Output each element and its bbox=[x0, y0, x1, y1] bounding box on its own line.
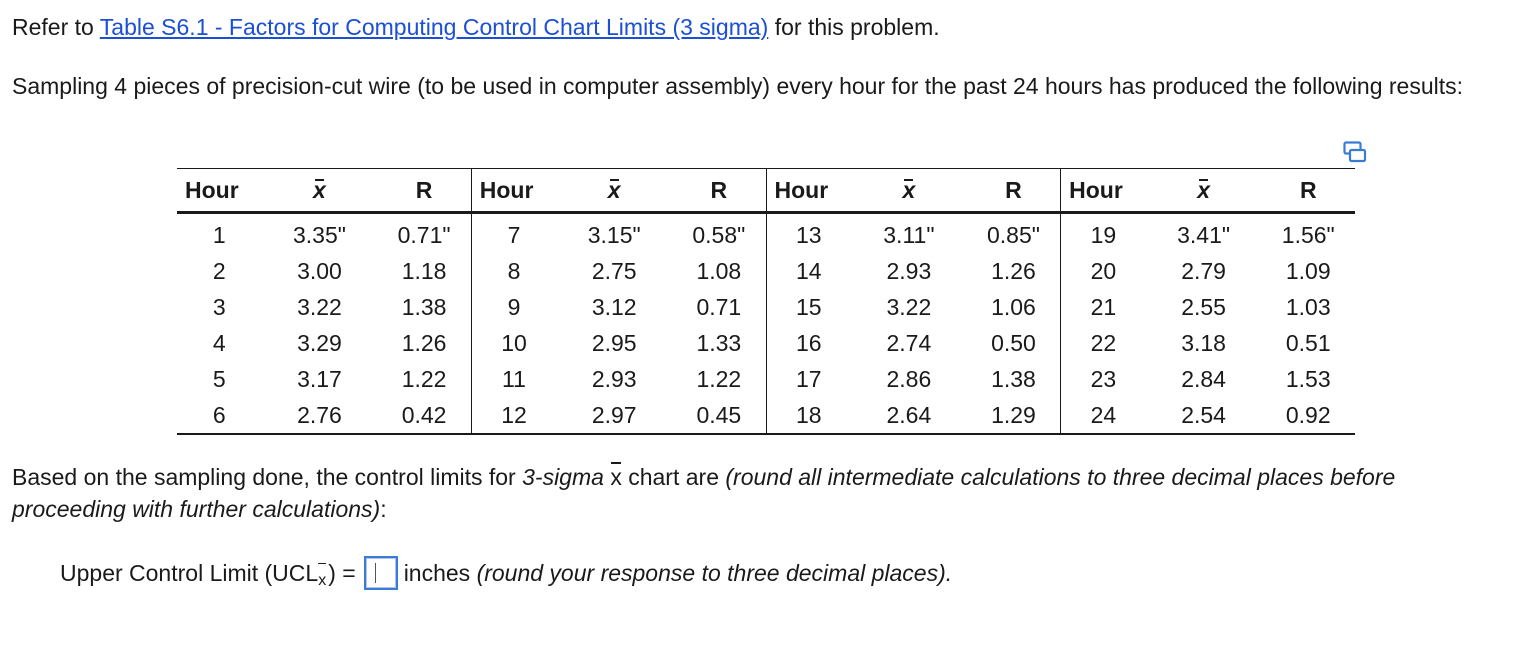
copy-icon[interactable] bbox=[1343, 141, 1367, 163]
header-xbar bbox=[851, 169, 967, 213]
range-cell: 1.08 bbox=[696, 257, 742, 284]
xbar-cell: 3.29 bbox=[297, 329, 342, 356]
table-body bbox=[177, 213, 1355, 435]
sampling-description: Sampling 4 pieces of precision-cut wire (to be used in computer assembly) every hour for the past 24 hours has produced the following results: bbox=[12, 73, 1464, 99]
xbar-symbol: x bbox=[1197, 176, 1210, 203]
ucl-answer-input[interactable] bbox=[364, 556, 398, 590]
xbar-cell: 2.76 bbox=[297, 401, 342, 428]
xbar-cell: 3.00 bbox=[297, 257, 342, 284]
xbar-cell: 3.22 bbox=[297, 293, 342, 320]
hour-cell: 22 bbox=[1061, 325, 1146, 361]
hour-cell: 24 bbox=[1061, 397, 1146, 434]
xbar-cell: 2.93 bbox=[886, 257, 932, 284]
xbar-cell: 2.55 bbox=[1181, 293, 1226, 320]
hour-cell: 19 bbox=[1061, 213, 1146, 254]
xbar-symbol: x bbox=[313, 176, 326, 203]
ucl-unit: inches bbox=[403, 560, 471, 586]
hour-cell: 5 bbox=[212, 365, 226, 392]
hour-cell: 9 bbox=[471, 289, 556, 325]
range-cell: 1.22 bbox=[401, 365, 447, 392]
xbar-symbol: x bbox=[610, 461, 622, 493]
hour-cell: 23 bbox=[1061, 361, 1146, 397]
question-rounding-note: (round all intermediate calculations to three decimal places before proceeding with further calculations) bbox=[12, 464, 1396, 522]
xbar-cell: 3.15" bbox=[587, 221, 641, 248]
header-xbar bbox=[262, 169, 378, 213]
table-header-row bbox=[177, 169, 1355, 213]
xbar-cell: 3.35" bbox=[292, 221, 346, 248]
range-cell: 0.45 bbox=[696, 401, 742, 428]
question-sigma: 3-sigma bbox=[522, 464, 604, 490]
header-hour: Hour bbox=[1061, 169, 1146, 213]
xbar-cell: 2.95 bbox=[591, 329, 637, 356]
range-cell: 1.29 bbox=[991, 401, 1036, 428]
range-cell: 1.26 bbox=[991, 257, 1036, 284]
intro-text bbox=[12, 11, 940, 43]
range-cell: 1.18 bbox=[401, 257, 447, 284]
xbar-cell: 2.64 bbox=[886, 401, 932, 428]
hour-cell: 6 bbox=[212, 401, 226, 428]
xbar-cell: 3.17 bbox=[297, 365, 342, 392]
header-range: R bbox=[672, 169, 766, 213]
hour-cell: 10 bbox=[471, 325, 556, 361]
xbar-cell: 2.74 bbox=[886, 329, 932, 356]
xbar-symbol: x bbox=[607, 176, 621, 203]
hour-cell: 16 bbox=[766, 325, 851, 361]
ucl-row bbox=[60, 556, 952, 590]
xbar-cell: 3.11" bbox=[883, 221, 935, 248]
range-cell: 0.85" bbox=[986, 221, 1040, 248]
xbar-cell: 2.54 bbox=[1181, 401, 1226, 428]
hour-cell: 21 bbox=[1061, 289, 1146, 325]
header-range: R bbox=[377, 169, 471, 213]
hour-cell: 12 bbox=[471, 397, 556, 434]
hour-cell: 2 bbox=[212, 257, 226, 284]
ucl-equals: ) = bbox=[328, 560, 356, 586]
ucl-rounding-hint: (round your response to three decimal places). bbox=[476, 560, 953, 586]
range-cell: 1.38 bbox=[991, 365, 1036, 392]
question-prefix: Based on the sampling done, the control limits for bbox=[12, 464, 523, 490]
range-cell: 0.71 bbox=[696, 293, 742, 320]
sample-data-table bbox=[177, 168, 1355, 435]
xbar-cell: 3.18 bbox=[1181, 329, 1226, 356]
hour-cell: 14 bbox=[766, 253, 851, 289]
range-cell: 1.53 bbox=[1285, 365, 1331, 392]
question-chart-word: chart are bbox=[621, 464, 726, 490]
table-row bbox=[177, 397, 1355, 434]
table-row bbox=[177, 253, 1355, 289]
xbar-symbol: x bbox=[902, 176, 916, 203]
xbar-cell: 3.12 bbox=[591, 293, 637, 320]
range-cell: 0.92 bbox=[1285, 401, 1331, 428]
range-cell: 0.51 bbox=[1285, 329, 1331, 356]
table-row bbox=[177, 213, 1355, 254]
range-cell: 1.26 bbox=[401, 329, 447, 356]
range-cell: 1.09 bbox=[1285, 257, 1331, 284]
table-row bbox=[177, 325, 1355, 361]
xbar-cell: 3.22 bbox=[886, 293, 932, 320]
header-range: R bbox=[967, 169, 1061, 213]
range-cell: 0.50 bbox=[991, 329, 1036, 356]
xbar-cell: 2.97 bbox=[591, 401, 637, 428]
table-s6-1-link[interactable]: Table S6.1 - Factors for Computing Control Chart Limits (3 sigma) bbox=[99, 14, 769, 40]
xbar-cell: 2.93 bbox=[591, 365, 637, 392]
range-cell: 1.22 bbox=[696, 365, 742, 392]
range-cell: 1.33 bbox=[696, 329, 742, 356]
header-hour: Hour bbox=[471, 169, 556, 213]
range-cell: 0.42 bbox=[401, 401, 447, 428]
range-cell: 1.03 bbox=[1285, 293, 1331, 320]
intro-suffix: for this problem. bbox=[768, 14, 940, 40]
question-text bbox=[12, 461, 1512, 525]
question-end: : bbox=[380, 496, 387, 522]
hour-cell: 4 bbox=[212, 329, 226, 356]
hour-cell: 8 bbox=[471, 253, 556, 289]
ucl-subscript: x bbox=[318, 565, 326, 597]
range-cell: 0.71" bbox=[397, 221, 451, 248]
hour-cell: 7 bbox=[471, 213, 556, 254]
range-cell: 1.06 bbox=[991, 293, 1036, 320]
ucl-label: Upper Control Limit (UCL bbox=[60, 560, 319, 586]
xbar-cell: 2.84 bbox=[1181, 365, 1226, 392]
hour-cell: 17 bbox=[766, 361, 851, 397]
intro-prefix: Refer to bbox=[12, 14, 100, 40]
header-hour: Hour bbox=[177, 169, 262, 213]
xbar-cell: 2.86 bbox=[886, 365, 932, 392]
xbar-cell: 2.79 bbox=[1181, 257, 1226, 284]
table-row bbox=[177, 361, 1355, 397]
hour-cell: 18 bbox=[766, 397, 851, 434]
range-cell: 1.38 bbox=[401, 293, 447, 320]
hour-cell: 1 bbox=[212, 221, 226, 248]
range-cell: 1.56" bbox=[1281, 221, 1335, 248]
table-row bbox=[177, 289, 1355, 325]
header-xbar bbox=[1146, 169, 1262, 213]
hour-cell: 13 bbox=[766, 213, 851, 254]
range-cell: 0.58" bbox=[692, 221, 746, 248]
hour-cell: 11 bbox=[471, 361, 556, 397]
header-hour: Hour bbox=[766, 169, 851, 213]
xbar-cell: 3.41" bbox=[1177, 221, 1231, 248]
header-xbar bbox=[556, 169, 672, 213]
hour-cell: 20 bbox=[1061, 253, 1146, 289]
hour-cell: 15 bbox=[766, 289, 851, 325]
hour-cell: 3 bbox=[212, 293, 226, 320]
xbar-cell: 2.75 bbox=[591, 257, 637, 284]
header-range: R bbox=[1262, 169, 1355, 213]
